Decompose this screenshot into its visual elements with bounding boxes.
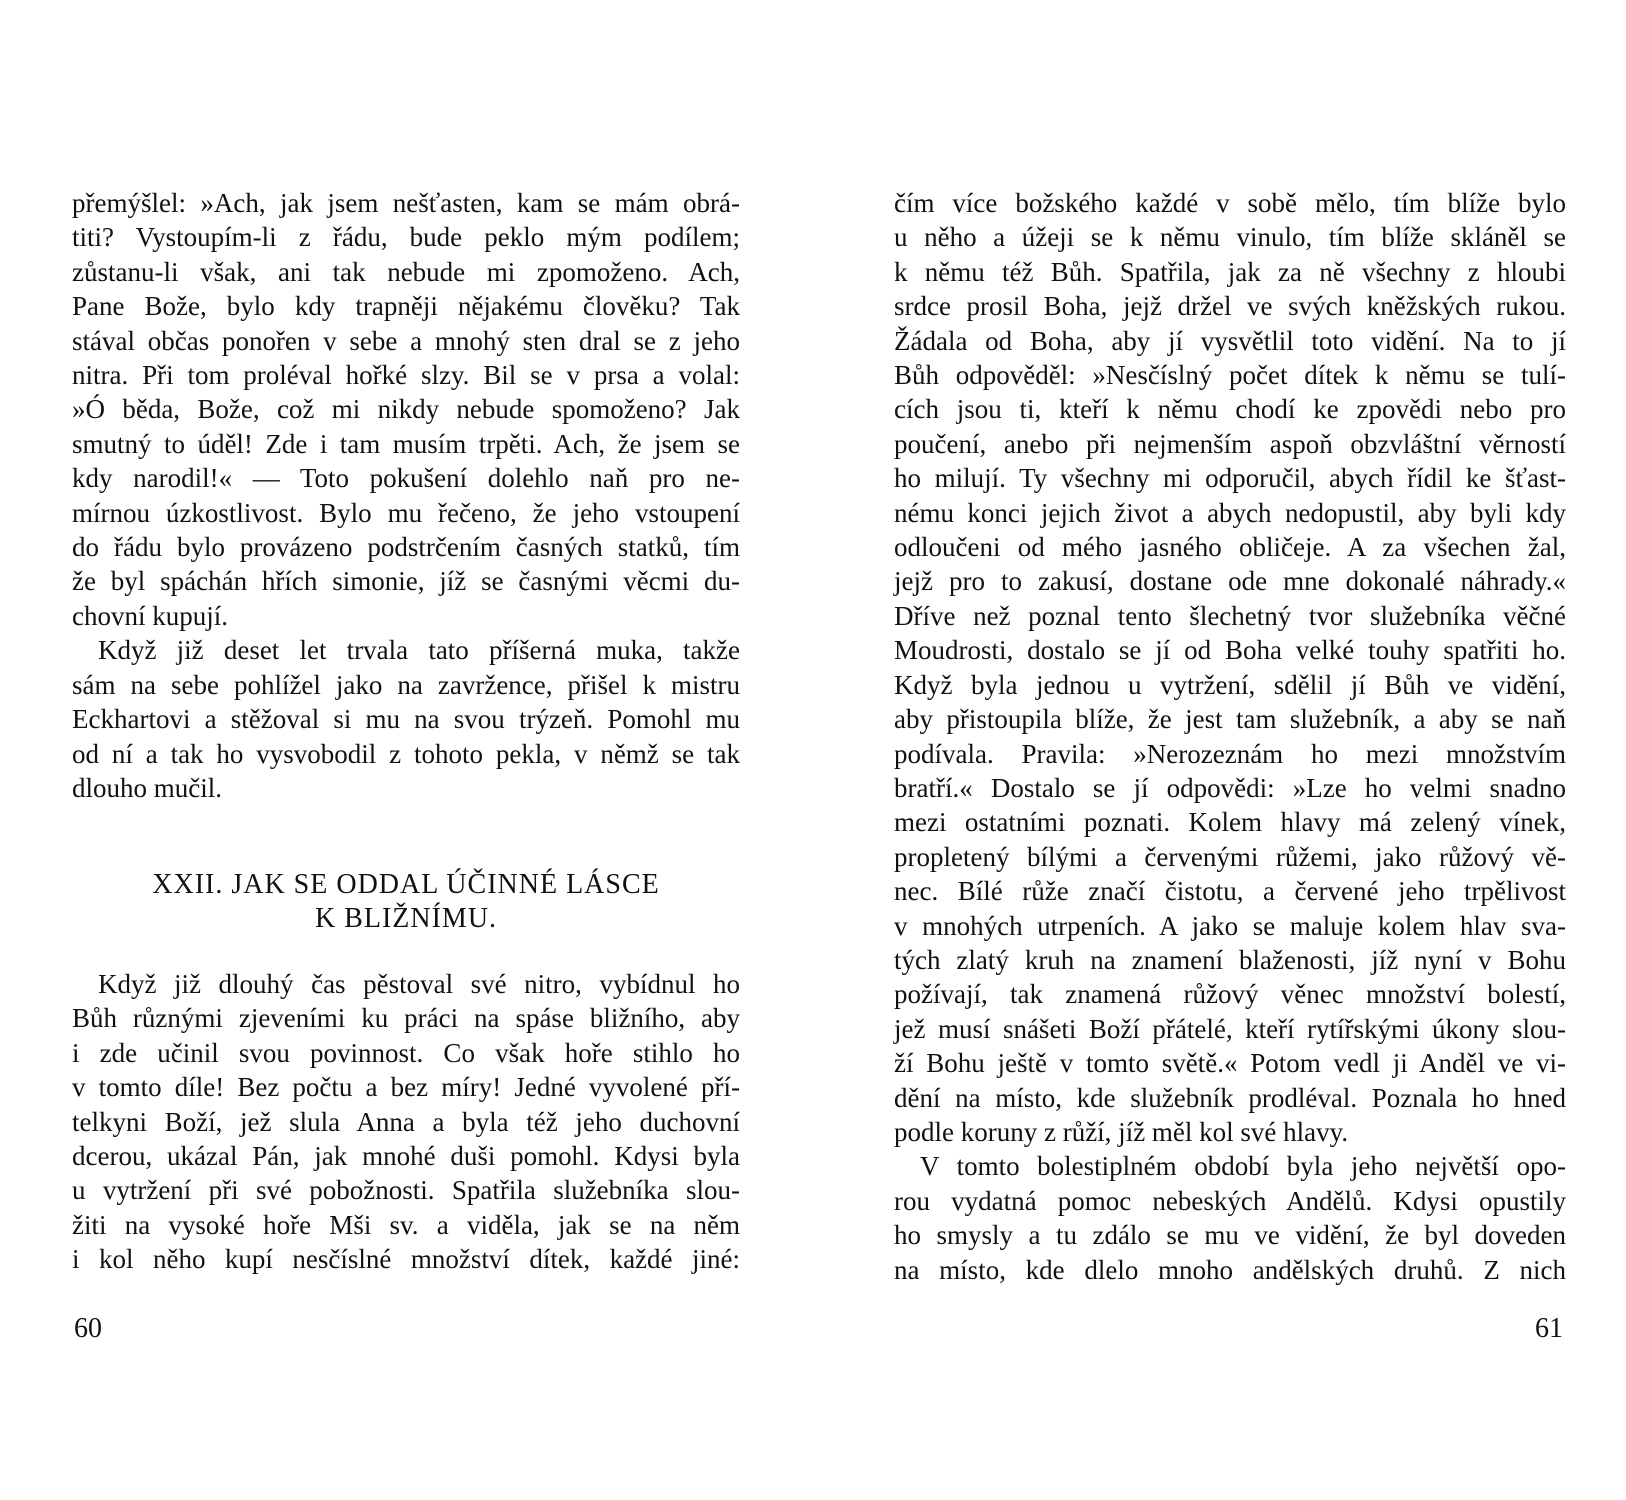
text-line: od ní a tak ho vysvobodil z tohoto pekla, v němž se tak [72, 738, 740, 769]
text-line: Pane Bože, bylo kdy trapněji nějakému člověku? Tak [72, 291, 740, 322]
text-line: V tomto bolestiplném období byla jeho největší opo- [920, 1151, 1566, 1182]
text-line: Bůh odpověděl: »Nesčíslný počet dítek k němu se tulí- [894, 360, 1566, 391]
page-number: 60 [74, 1313, 102, 1344]
text-line: stával občas ponořen v sebe a mnohý sten dral se z jeho [72, 325, 740, 356]
text-line: k němu též Bůh. Spatřila, jak za ně všechny z hloubi [894, 256, 1566, 287]
text-line: že byl spáchán hřích simonie, jíž se časnými věcmi du- [72, 566, 740, 597]
text-line: žiti na vysoké hoře Mši sv. a viděla, jak se na něm [72, 1209, 740, 1240]
text-line: ží Bohu ještě v tomto světě.« Potom vedl ji Anděl ve vi- [894, 1048, 1566, 1079]
left-bottom-text [72, 967, 740, 1277]
right-text [894, 186, 1566, 1287]
text-line: propletený bílými a červenými růžemi, jako růžový vě- [894, 841, 1566, 872]
right-page [813, 0, 1626, 1500]
text-line: Když již dlouhý čas pěstoval své nitro, vybídnul ho [98, 969, 740, 999]
text-line: dění na místo, kde služebník prodléval. Poznala ho hned [894, 1082, 1566, 1113]
text-line: cích jsou ti, kteří k němu chodí ke zpovědi nebo pro [894, 394, 1566, 425]
text-line: srdce prosil Boha, jejž držel ve svých kněžských rukou. [894, 291, 1566, 322]
text-line: nému konci jejich život a abych nedopustil, aby byli kdy [894, 497, 1566, 528]
text-line: bratří.« Dostalo se jí odpovědi: »Lze ho velmi snadno [894, 772, 1566, 803]
text-line: nec. Bílé růže značí čistotu, a červené jeho trpělivost [894, 876, 1566, 907]
text-line: zůstanu-li však, ani tak nebude mi zpomoženo. Ach, [72, 256, 740, 287]
chapter-title-line: XXII. JAK SE ODDAL ÚČINNÉ LÁSCE [152, 869, 660, 900]
text-line: Moudrosti, dostalo se jí od Boha velké touhy spatřiti ho. [894, 635, 1566, 666]
text-line: podívala. Pravila: »Nerozeznám ho mezi množstvím [894, 738, 1566, 769]
chapter-title-line: K BLIŽNÍMU. [314, 903, 498, 934]
text-line: jež musí snášeti Boží přátelé, kteří rytířskými úkony slou- [894, 1013, 1566, 1044]
text-line: i kol něho kupí nesčíslné množství dítek, každé jiné: [72, 1244, 740, 1275]
text-line: tých zlatý kruh na znamení blaženosti, jíž nyní v Bohu [894, 944, 1566, 975]
text-line: na místo, kde dlelo mnoho andělských druhů. Z nich [894, 1254, 1566, 1285]
text-line: aby přistoupila blíže, že jest tam služebník, a aby se naň [894, 704, 1566, 735]
text-line: chovní kupují. [72, 600, 228, 631]
text-line: smutný to úděl! Zde i tam musím trpěti. Ach, že jsem se [72, 428, 740, 459]
text-line: nitra. Při tom proléval hořké slzy. Bil se v prsa a volal: [72, 360, 740, 391]
text-line: jejž pro to zakusí, dostane ode mne dokonalé náhrady.« [894, 566, 1566, 597]
text-line: Dříve než poznal tento šlechetný tvor služebníka věčné [894, 600, 1566, 631]
text-line: sám na sebe pohlížel jako na zavržence, přišel k mistru [72, 669, 740, 700]
text-line: i zde učinil svou povinnost. Co však hoře stihlo ho [72, 1037, 740, 1068]
text-line: poučení, anebo při nejmenším aspoň obzvláštní věrností [894, 428, 1566, 459]
text-line: u něho a úžeji se k němu vinulo, tím blíže skláněl se [894, 222, 1566, 253]
text-line: v mnohých utrpeních. A jako se maluje kolem hlav sva- [894, 910, 1566, 941]
text-line: u vytržení při své pobožnosti. Spatřila služebníka slou- [72, 1175, 740, 1206]
text-line: rou vydatná pomoc nebeských Andělů. Kdysi opustily [894, 1185, 1566, 1216]
text-line: Žádala od Boha, aby jí vysvětlil toto vidění. Na to jí [894, 325, 1566, 356]
text-line: kdy narodil!« — Toto pokušení dolehlo naň pro ne- [72, 463, 740, 494]
text-line: odloučeni od mého jasného obličeje. A za všechen žal, [894, 532, 1566, 563]
text-line: telkyni Boží, jež slula Anna a byla též jeho duchovní [72, 1106, 740, 1137]
text-line: mírnou úzkostlivost. Bylo mu řečeno, že jeho vstoupení [72, 497, 740, 528]
text-line: Když byla jednou u vytržení, sdělil jí Bůh ve vidění, [894, 669, 1566, 700]
text-line: do řádu bylo provázeno podstrčením časných statků, tím [72, 532, 740, 563]
text-line: dcerou, ukázal Pán, jak mnohé duši pomohl. Kdysi byla [72, 1141, 740, 1172]
chapter-title [72, 868, 740, 936]
text-line: titi? Vystoupím-li z řádu, bude peklo mým podílem; [72, 222, 740, 253]
page-number: 61 [1535, 1313, 1563, 1344]
text-line: ho milují. Ty všechny mi odporučil, abych řídil ke šťast- [894, 463, 1566, 494]
text-line: podle koruny z růží, jíž měl kol své hlavy. [894, 1116, 1349, 1147]
text-line: Eckhartovi a stěžoval si mu na svou trýzeň. Pomohl mu [72, 704, 740, 735]
text-line: přemýšlel: »Ach, jak jsem nešťasten, kam se mám obrá- [72, 188, 740, 218]
left-top-text [72, 186, 740, 805]
text-line: Když již deset let trvala tato příšerná muka, takže [98, 635, 740, 666]
text-line: »Ó běda, Bože, což mi nikdy nebude spomoženo? Jak [72, 394, 740, 425]
text-line: čím více božského každé v sobě mělo, tím blíže bylo [894, 188, 1566, 218]
text-line: Bůh různými zjeveními ku práci na spáse bližního, aby [72, 1003, 740, 1034]
text-line: požívají, tak znamená růžový věnec množství bolestí, [894, 979, 1566, 1010]
text-line: dlouho mučil. [72, 772, 222, 803]
text-line: ho smysly a tu zdálo se mu ve vidění, že byl doveden [894, 1220, 1566, 1251]
text-line: mezi ostatními poznati. Kolem hlavy má zelený vínek, [894, 807, 1566, 838]
text-line: v tomto díle! Bez počtu a bez míry! Jedné vyvolené pří- [72, 1072, 740, 1103]
